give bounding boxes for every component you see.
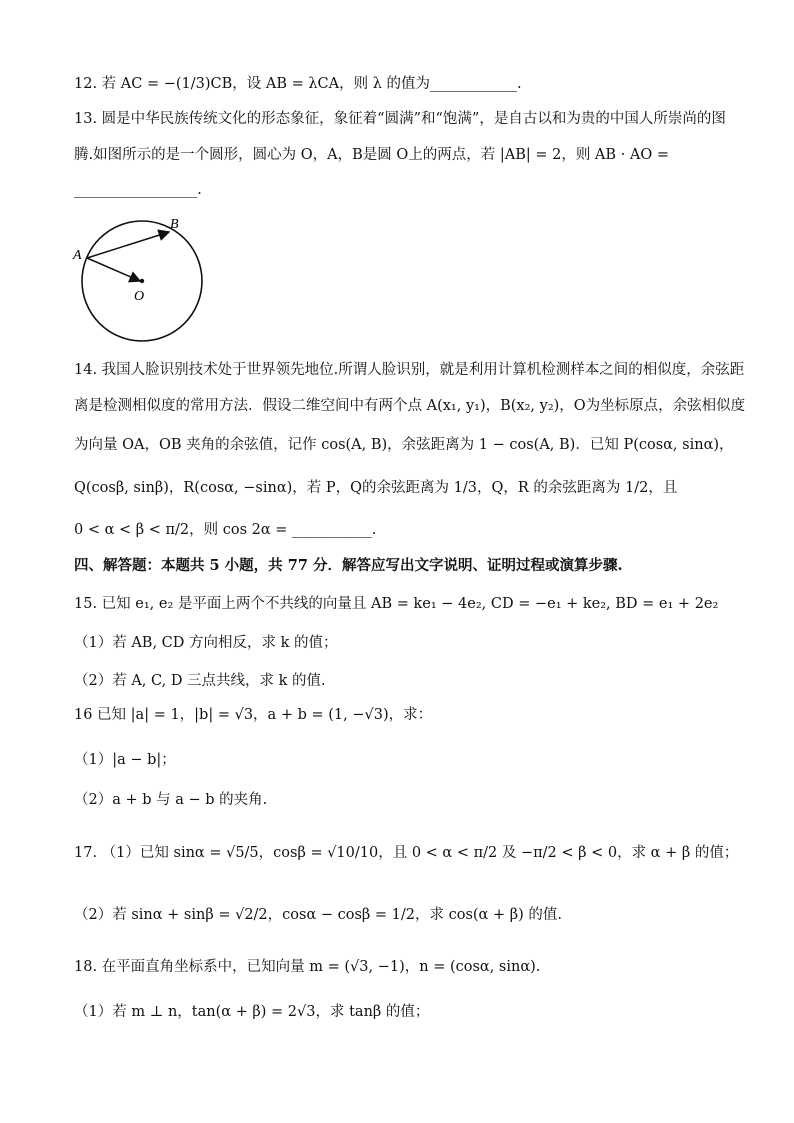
question-13-line-1: 13. 圆是中华民族传统文化的形态象征，象征着“圆满”和“饱满”，是自古以和为贵的中国人所崇尚的图 <box>74 111 726 127</box>
question-15-part-1: （1）若 AB, CD 方向相反，求 k 的值； <box>74 635 338 651</box>
section-4-heading: 四、解答题：本题共 5 小题，共 77 分．解答应写出文字说明、证明过程或演算步骤. <box>74 557 623 574</box>
question-18: 18. 在平面直角坐标系中，已知向量 m = (√3, −1)，n = (cosα, sinα). <box>74 959 541 975</box>
question-16-part-2: （2）a + b 与 a − b 的夹角. <box>74 792 268 808</box>
question-14-line-4: Q(cosβ, sinβ)，R(cosα, −sinα)，若 P，Q的余弦距离为 1/3，Q，R 的余弦距离为 1/2，且 <box>74 480 678 496</box>
center-point <box>140 279 144 283</box>
label-b: B <box>170 217 179 232</box>
question-16: 16 已知 |a| = 1，|b| = √3，a + b = (1, −√3)，求： <box>74 707 433 723</box>
label-a: A <box>73 248 82 263</box>
question-14-line-2: 离是检测相似度的常用方法．假设二维空间中有两个点 A(x₁, y₁)，B(x₂, y₂)，O为坐标原点，余弦相似度 <box>74 398 746 414</box>
vector-ab <box>87 232 169 258</box>
circle-figure <box>70 212 230 344</box>
label-o: O <box>134 289 145 304</box>
question-15: 15. 已知 e₁, e₂ 是平面上两个不共线的向量且 AB = ke₁ − 4e₂, CD = −e₁ + ke₂, BD = e₁ + 2e₂ <box>74 596 719 612</box>
question-18-part-1: （1）若 m ⊥ n，tan(α + β) = 2√3，求 tanβ 的值； <box>74 1004 430 1020</box>
question-14-line-3: 为向量 OA，OB 夹角的余弦值，记作 cos(A, B)，余弦距离为 1 − cos(A, B)．已知 P(cosα, sinα)， <box>74 437 734 453</box>
question-12: 12. 若 AC = −(1/3)CB，设 AB = λCA，则 λ 的值为____________. <box>74 76 522 92</box>
question-13-line-3: _________________. <box>74 182 202 198</box>
question-14-line-5: 0 < α < β < π/2，则 cos 2α = ___________. <box>74 522 377 538</box>
question-13-line-2: 腾.如图所示的是一个圆形，圆心为 O，A，B是圆 O上的两点，若 |AB| = 2，则 AB · AO = <box>74 147 670 163</box>
question-14-line-1: 14. 我国人脸识别技术处于世界领先地位.所谓人脸识别，就是利用计算机检测样本之间的相似度，余弦距 <box>74 362 745 378</box>
question-16-part-1: （1）|a − b|； <box>74 752 176 768</box>
question-15-part-2: （2）若 A, C, D 三点共线，求 k 的值. <box>74 673 326 689</box>
question-17-part-1: 17. （1）已知 sinα = √5/5，cosβ = √10/10，且 0 < α < π/2 及 −π/2 < β < 0，求 α + β 的值； <box>74 845 739 861</box>
vector-ao <box>87 258 140 281</box>
question-17-part-2: （2）若 sinα + sinβ = √2/2，cosα − cosβ = 1/2，求 cos(α + β) 的值. <box>74 907 562 923</box>
